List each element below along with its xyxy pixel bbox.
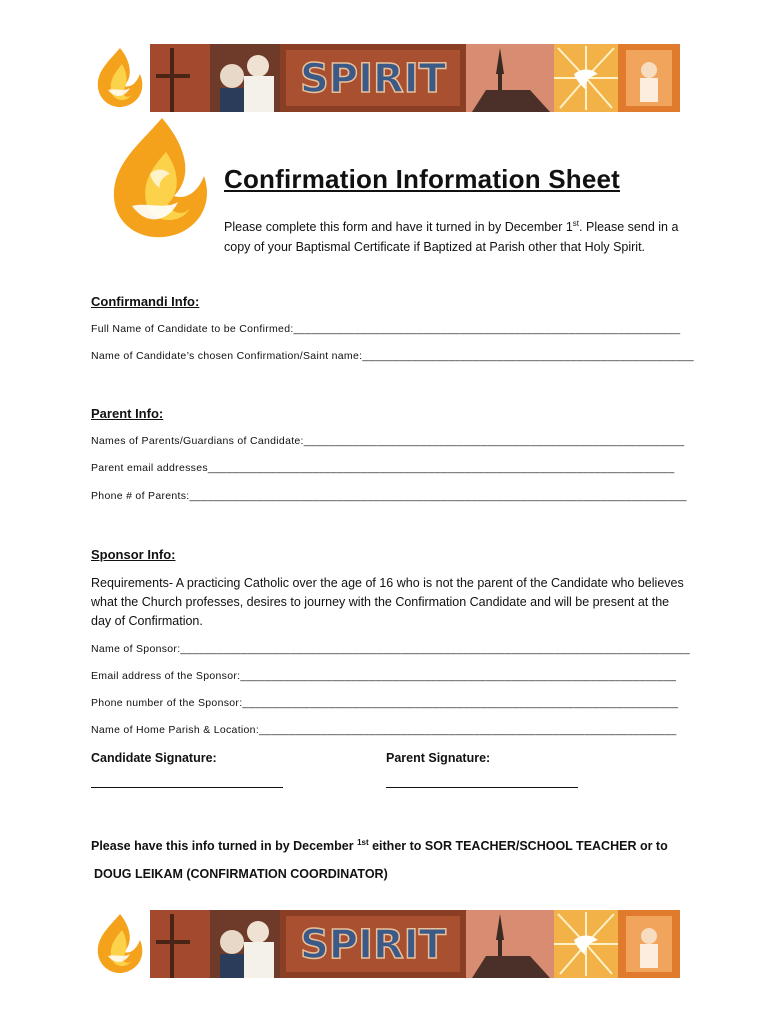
sponsor-email-field[interactable]: Email address of the Sponsor:_______________________________________________________________________ (91, 670, 677, 682)
svg-text:SPIRIT: SPIRIT (300, 56, 446, 102)
sponsor-phone-field[interactable]: Phone number of the Sponsor:_______________________________________________________________________ (91, 697, 679, 709)
spirit-wordmark (286, 916, 460, 972)
parent-signature-label: Parent Signature: (386, 751, 491, 765)
parent-email-field[interactable]: Parent email addresses____________________________________________________________________________ (91, 462, 675, 474)
sponsor-name-field[interactable]: Name of Sponsor:___________________________________________________________________________________ (91, 643, 691, 655)
flame-dove-icon (90, 910, 148, 978)
parent-names-field[interactable]: Names of Parents/Guardians of Candidate:______________________________________________________________ (91, 435, 685, 447)
parent-signature-line[interactable] (386, 786, 578, 788)
intro-paragraph: Please complete this form and have it turned in by December 1st. Please send in a copy of your Baptismal Certificate if Baptized at Parish other that Holy Spirit. (224, 219, 679, 255)
collage-image (150, 910, 680, 978)
banner-collage (150, 44, 680, 112)
sponsor-heading: Sponsor Info: (91, 547, 176, 562)
bottom-banner (90, 910, 680, 978)
collage-image (150, 44, 680, 112)
closing-instruction: Please have this info turned in by December $^{1st}$ either to SOR TEACHER/SCHOOL TEACHER or to (91, 838, 668, 854)
candidate-signature-line[interactable] (91, 786, 283, 788)
confirmandi-heading: Confirmandi Info: (91, 294, 200, 309)
sponsor-requirements: Requirements- A practicing Catholic over the age of 16 who is not the parent of the Candidate who believes what the Church professes, desires to journey with the Confirmation Candidate and will be present at the day of Confirmation. (91, 576, 684, 628)
svg-text:SPIRIT: SPIRIT (300, 922, 446, 968)
parent-phone-field[interactable]: Phone # of Parents:_________________________________________________________________________________ (91, 490, 687, 502)
candidate-saint-name-field[interactable]: Name of Candidate’s chosen Confirmation/Saint name:______________________________________________________ (91, 350, 694, 362)
sponsor-parish-field[interactable]: Name of Home Parish & Location:____________________________________________________________________ (91, 724, 677, 736)
candidate-signature-label: Candidate Signature: (91, 751, 217, 765)
candidate-full-name-field[interactable]: Full Name of Candidate to be Confirmed:_______________________________________________________________ (91, 323, 681, 335)
coordinator-name: DOUG LEIKAM (CONFIRMATION COORDINATOR) (94, 867, 388, 881)
banner-collage (150, 910, 680, 978)
parent-heading: Parent Info: (91, 406, 164, 421)
page-title: Confirmation Information Sheet (224, 164, 620, 194)
spirit-wordmark (286, 50, 460, 106)
top-banner (90, 44, 680, 112)
flame-dove-logo-icon (100, 112, 220, 244)
flame-dove-icon (90, 44, 148, 112)
